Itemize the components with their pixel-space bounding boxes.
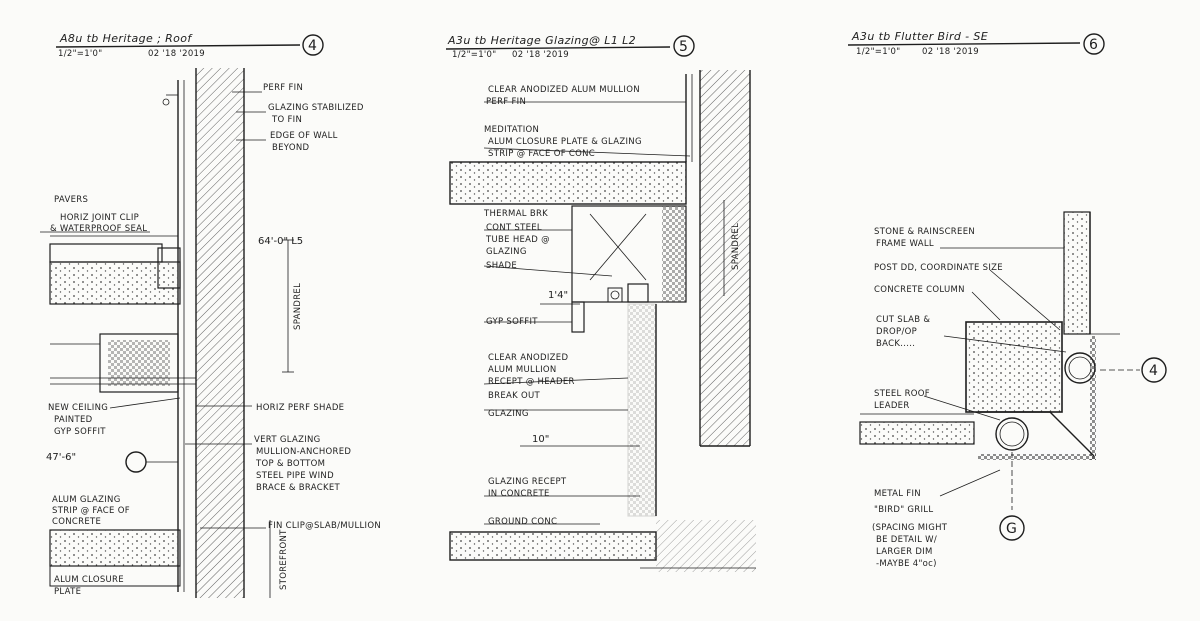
detail-4-scale: 1/2"=1'0" — [58, 49, 103, 59]
detail-5-date: 02 '18 '2019 — [512, 50, 569, 60]
detail-4-roof-slab — [50, 262, 180, 304]
detail-4-steel-pipe — [126, 452, 146, 472]
d4-note-6: PAVERS — [54, 195, 89, 205]
d5-note-8: TUBE HEAD @ — [486, 235, 550, 245]
d4-note-17: BRACE & BRACKET — [256, 483, 341, 493]
detail-5-upper-slab — [450, 162, 686, 204]
d4-note-12: HORIZ PERF SHADE — [256, 403, 345, 413]
detail-4-title: A8u tb Heritage ; Roof — [60, 32, 192, 45]
d5-note-3: MEDITATION — [484, 125, 540, 135]
grid-label-4: 4 — [1149, 363, 1158, 379]
d6-note-2: FRAME WALL — [876, 239, 934, 249]
detail-5 — [446, 34, 756, 572]
d5-note-9: GLAZING — [486, 247, 527, 257]
d6-note-14: LARGER DIM — [876, 547, 933, 557]
d4-note-11: GYP SOFFIT — [54, 427, 106, 437]
d4-note-20: CONCRETE — [52, 517, 102, 527]
detail-4-date: 02 '18 '2019 — [148, 49, 205, 59]
d5-note-1: CLEAR ANODIZED ALUM MULLION — [488, 85, 640, 95]
d6-note-6: DROP/OP — [876, 327, 918, 337]
d6-note-5: CUT SLAB & — [876, 315, 931, 325]
d5-note-5: STRIP @ FACE OF CONC — [488, 149, 596, 159]
d4-note-22: ALUM CLOSURE — [54, 575, 124, 585]
detail-6-roof-leader — [996, 418, 1028, 450]
detail-6-column — [966, 322, 1062, 412]
d5-note-18: IN CONCRETE — [488, 489, 550, 499]
detail-5-title: A3u tb Heritage Glazing@ L1 L2 — [448, 34, 637, 47]
d4-note-18: ALUM GLAZING — [52, 495, 121, 505]
detail-6-wall — [1064, 212, 1090, 334]
detail-4-wall — [196, 68, 244, 598]
detail-5-title-line — [446, 47, 670, 49]
d5-note-12: CLEAR ANODIZED — [488, 353, 569, 363]
d4-note-16: STEEL PIPE WIND — [256, 471, 334, 481]
detail-6-slab — [860, 422, 974, 444]
d6-note-10: METAL FIN — [874, 489, 921, 499]
d6-note-8: STEEL ROOF — [874, 389, 930, 399]
d5-dim-1: 1'4" — [548, 290, 569, 301]
d4-note-9: NEW CEILING — [48, 403, 109, 413]
d4-note-5: BEYOND — [272, 143, 310, 153]
detail-6-scale: 1/2"=1'0" — [856, 47, 901, 57]
d6-note-13: BE DETAIL W/ — [876, 535, 937, 545]
d6-note-3: POST DD, COORDINATE SIZE — [874, 263, 1003, 273]
d6-note-12: (SPACING MIGHT — [872, 523, 948, 533]
d6-note-11: "BIRD" GRILL — [874, 505, 934, 515]
detail-4 — [40, 32, 381, 598]
detail-4-number: 4 — [308, 38, 317, 54]
detail-4-pavers — [50, 244, 162, 262]
d4-note-13: VERT GLAZING — [254, 435, 321, 445]
d5-note-19: GROUND CONC — [488, 517, 558, 527]
d4-note-19: STRIP @ FACE OF — [52, 506, 130, 516]
d5-note-2: PERF FIN — [486, 97, 527, 107]
d5-note-6: THERMAL BRK — [484, 209, 549, 219]
d5-note-15: BREAK OUT — [488, 391, 541, 401]
d4-note-23: PLATE — [54, 587, 82, 597]
d6-note-4: CONCRETE COLUMN — [874, 285, 965, 295]
detail-4-floor-slab — [50, 530, 180, 566]
d4-note-4: EDGE OF WALL — [270, 131, 338, 141]
d5-note-7: CONT STEEL — [486, 223, 542, 233]
detail-5-lower-slab — [450, 532, 656, 560]
d4-note-7: HORIZ JOINT CLIP — [60, 213, 140, 223]
d4-note-3: TO FIN — [272, 115, 303, 125]
d5-dim-2: 10" — [532, 434, 550, 445]
detail-4-title-line — [56, 45, 300, 47]
d4-note-14: MULLION-ANCHORED — [256, 447, 352, 457]
d5-dim-3: SPANDREL — [731, 222, 741, 270]
d6-note-9: LEADER — [874, 401, 910, 411]
detail-6-date: 02 '18 '2019 — [922, 47, 979, 57]
detail-5-grade — [656, 520, 756, 572]
detail-6 — [848, 30, 1166, 569]
d5-note-10: SHADE — [486, 261, 518, 271]
detail-6-number: 6 — [1089, 37, 1098, 53]
d6-note-15: -MAYBE 4"oc) — [876, 559, 937, 569]
detail-5-scale: 1/2"=1'0" — [452, 50, 497, 60]
detail-5-wall — [700, 70, 750, 446]
d5-note-13: ALUM MULLION — [488, 365, 557, 375]
grid-label-g: G — [1006, 521, 1017, 537]
d6-note-7: BACK..... — [876, 339, 916, 349]
d6-note-1: STONE & RAINSCREEN — [874, 227, 976, 237]
d4-dim-1: 64'-0" L5 — [258, 236, 304, 247]
detail-5-glazing — [628, 304, 656, 516]
d4-dim-2: 47'-6" — [46, 452, 77, 463]
d4-note-21: FIN CLIP@SLAB/MULLION — [268, 521, 381, 531]
detail-5-number: 5 — [679, 39, 688, 55]
d4-note-10: PAINTED — [54, 415, 93, 425]
d4-note-2: GLAZING STABILIZED — [268, 103, 364, 113]
detail-6-title-line — [848, 43, 1080, 45]
d4-dim-3: SPANDREL — [293, 282, 303, 330]
d5-note-11: GYP SOFFIT — [486, 317, 538, 327]
d5-note-17: GLAZING RECEPT — [488, 477, 567, 487]
d5-note-4: ALUM CLOSURE PLATE & GLAZING — [488, 137, 642, 147]
d4-note-8: & WATERPROOF SEAL — [50, 224, 148, 234]
detail-6-title: A3u tb Flutter Bird - SE — [852, 30, 989, 43]
d4-note-1: PERF FIN — [263, 83, 304, 93]
d4-dim-4: STOREFRONT — [279, 529, 289, 590]
detail-6-bird-grill — [1090, 336, 1096, 460]
d5-note-16: GLAZING — [488, 409, 529, 419]
d5-note-14: RECEPT @ HEADER — [488, 377, 575, 387]
d4-note-15: TOP & BOTTOM — [256, 459, 326, 469]
